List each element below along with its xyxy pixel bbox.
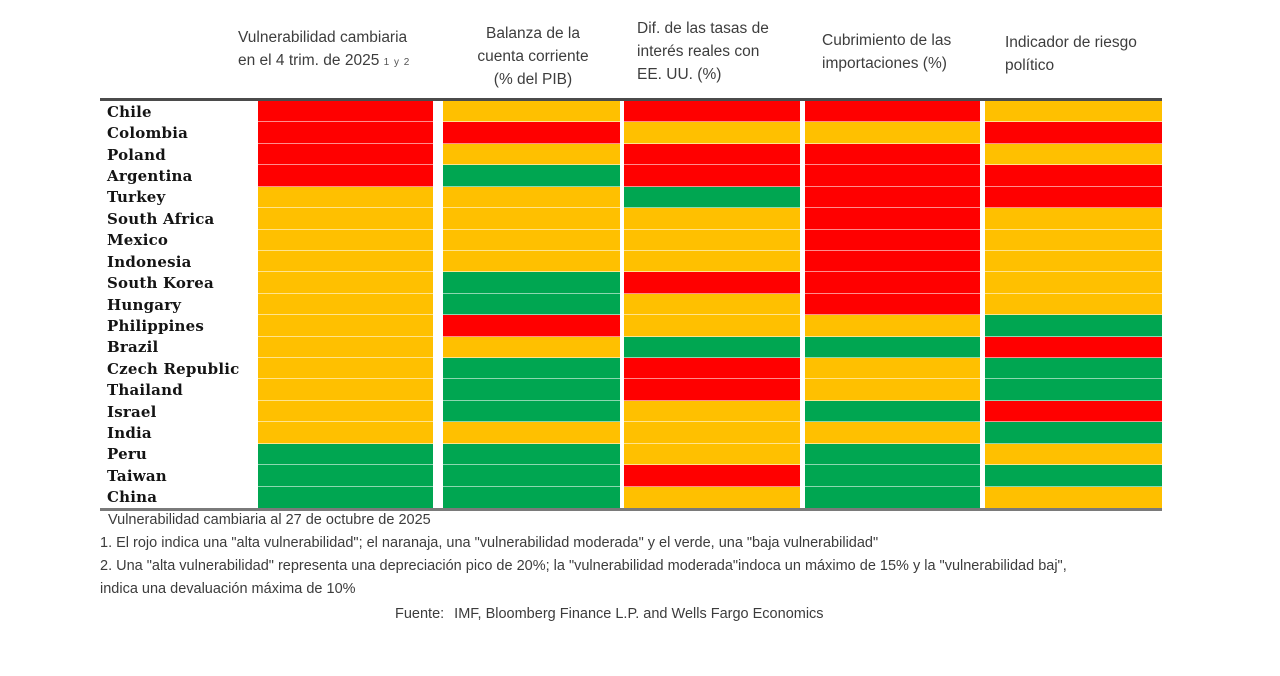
heatmap-cell-poland-col4 bbox=[805, 144, 980, 165]
heatmap-cell-brazil-col3 bbox=[624, 337, 800, 358]
heatmap-cell-turkey-col5 bbox=[985, 187, 1162, 208]
heatmap-cell-turkey-col2 bbox=[443, 187, 620, 208]
heatmap-cell-colombia-col4 bbox=[805, 122, 980, 143]
country-label: Turkey bbox=[107, 188, 166, 207]
country-label: Argentina bbox=[107, 166, 193, 185]
heatmap-cell-argentina-col5 bbox=[985, 165, 1162, 186]
header-line: interés reales con bbox=[637, 43, 760, 60]
heatmap-cell-hungary-col1 bbox=[258, 294, 433, 315]
table-row bbox=[100, 401, 1162, 422]
table-row bbox=[100, 272, 1162, 293]
heatmap-cell-taiwan-col3 bbox=[624, 465, 800, 486]
footnote-2-continued: indica una devaluación máxima de 10% bbox=[100, 581, 356, 597]
heatmap-cell-argentina-col2 bbox=[443, 165, 620, 186]
header-line: Vulnerabilidad cambiaria bbox=[238, 29, 408, 46]
heatmap-cell-indonesia-col5 bbox=[985, 251, 1162, 272]
heatmap-cell-chile-col1 bbox=[258, 101, 433, 122]
heatmap-cell-south-korea-col1 bbox=[258, 272, 433, 293]
heatmap-cell-indonesia-col2 bbox=[443, 251, 620, 272]
country-label: Chile bbox=[107, 102, 152, 121]
country-label: China bbox=[107, 488, 158, 507]
heatmap-cell-argentina-col3 bbox=[624, 165, 800, 186]
table-row bbox=[100, 337, 1162, 358]
heatmap-cell-hungary-col4 bbox=[805, 294, 980, 315]
heatmap-grid bbox=[100, 98, 1162, 511]
header-line: (% del PIB) bbox=[493, 71, 573, 88]
heatmap-cell-chile-col5 bbox=[985, 101, 1162, 122]
table-row bbox=[100, 465, 1162, 486]
heatmap-cell-brazil-col1 bbox=[258, 337, 433, 358]
heatmap-cell-philippines-col4 bbox=[805, 315, 980, 336]
heatmap-cell-colombia-col3 bbox=[624, 122, 800, 143]
heatmap-cell-thailand-col1 bbox=[258, 379, 433, 400]
heatmap-cell-turkey-col1 bbox=[258, 187, 433, 208]
heatmap-cell-south-korea-col4 bbox=[805, 272, 980, 293]
heatmap-cell-israel-col3 bbox=[624, 401, 800, 422]
table-row bbox=[100, 444, 1162, 465]
source-label: Fuente: bbox=[395, 606, 445, 622]
heatmap-cell-argentina-col4 bbox=[805, 165, 980, 186]
heatmap-cell-taiwan-col2 bbox=[443, 465, 620, 486]
table-row bbox=[100, 358, 1162, 379]
heatmap-cell-mexico-col1 bbox=[258, 230, 433, 251]
header-line: importaciones (%) bbox=[822, 55, 947, 72]
heatmap-cell-czech-republic-col2 bbox=[443, 358, 620, 379]
heatmap-cell-peru-col4 bbox=[805, 444, 980, 465]
heatmap-cell-peru-col5 bbox=[985, 444, 1162, 465]
heatmap-cell-thailand-col2 bbox=[443, 379, 620, 400]
heatmap-cell-india-col1 bbox=[258, 422, 433, 443]
heatmap-cell-israel-col4 bbox=[805, 401, 980, 422]
heatmap-cell-philippines-col1 bbox=[258, 315, 433, 336]
header-line: Balanza de la bbox=[486, 25, 580, 42]
footnote-date: Vulnerabilidad cambiaria al 27 de octubre de 2025 bbox=[108, 512, 431, 528]
heatmap-cell-chile-col4 bbox=[805, 101, 980, 122]
heatmap-cell-indonesia-col3 bbox=[624, 251, 800, 272]
heatmap-cell-czech-republic-col3 bbox=[624, 358, 800, 379]
country-label: South Africa bbox=[107, 209, 215, 228]
heatmap-cell-india-col4 bbox=[805, 422, 980, 443]
heatmap-cell-turkey-col3 bbox=[624, 187, 800, 208]
heatmap-cell-poland-col3 bbox=[624, 144, 800, 165]
country-label: Czech Republic bbox=[107, 359, 240, 378]
column-header-vulnerabilidad-cambiaria bbox=[238, 26, 478, 74]
table-row bbox=[100, 187, 1162, 208]
table-row bbox=[100, 294, 1162, 315]
heatmap-cell-china-col3 bbox=[624, 487, 800, 508]
heatmap-cell-mexico-col3 bbox=[624, 230, 800, 251]
country-label: Philippines bbox=[107, 316, 205, 335]
header-line: Cubrimiento de las bbox=[822, 32, 952, 49]
table-row bbox=[100, 379, 1162, 400]
country-label: Peru bbox=[107, 445, 148, 464]
heatmap-cell-turkey-col4 bbox=[805, 187, 980, 208]
heatmap-cell-philippines-col3 bbox=[624, 315, 800, 336]
footnote-1: 1. El rojo indica una "alta vulnerabilidad"; el naranaja, una "vulnerabilidad moderada" y el verde, una "baja vulnerabilidad" bbox=[100, 535, 879, 551]
heatmap-cell-poland-col1 bbox=[258, 144, 433, 165]
heatmap-cell-indonesia-col4 bbox=[805, 251, 980, 272]
heatmap-cell-argentina-col1 bbox=[258, 165, 433, 186]
heatmap-cell-thailand-col3 bbox=[624, 379, 800, 400]
footnote-marker: 1 y 2 bbox=[383, 57, 411, 68]
heatmap-cell-thailand-col5 bbox=[985, 379, 1162, 400]
heatmap-cell-colombia-col5 bbox=[985, 122, 1162, 143]
heatmap-cell-taiwan-col1 bbox=[258, 465, 433, 486]
heatmap-cell-poland-col5 bbox=[985, 144, 1162, 165]
heatmap-cell-brazil-col4 bbox=[805, 337, 980, 358]
heatmap-cell-czech-republic-col5 bbox=[985, 358, 1162, 379]
heatmap-cell-hungary-col2 bbox=[443, 294, 620, 315]
table-row bbox=[100, 208, 1162, 229]
header-line: Indicador de riesgo bbox=[1005, 34, 1137, 51]
heatmap-cell-philippines-col2 bbox=[443, 315, 620, 336]
heatmap-cell-hungary-col5 bbox=[985, 294, 1162, 315]
country-label: Poland bbox=[107, 145, 166, 164]
country-label: Indonesia bbox=[107, 252, 192, 271]
footnotes bbox=[100, 509, 1210, 626]
heatmap-cell-china-col2 bbox=[443, 487, 620, 508]
country-label: India bbox=[107, 424, 152, 443]
heatmap-cell-india-col2 bbox=[443, 422, 620, 443]
heatmap-cell-peru-col2 bbox=[443, 444, 620, 465]
header-line: político bbox=[1005, 57, 1055, 74]
heatmap-cell-chile-col3 bbox=[624, 101, 800, 122]
table-row bbox=[100, 230, 1162, 251]
table-row bbox=[100, 422, 1162, 443]
table-row bbox=[100, 487, 1162, 508]
heatmap-cell-israel-col1 bbox=[258, 401, 433, 422]
header-line: en el 4 trim. de 2025 1 y 2 bbox=[238, 52, 411, 69]
heatmap-cell-south-africa-col4 bbox=[805, 208, 980, 229]
heatmap-cell-mexico-col2 bbox=[443, 230, 620, 251]
heatmap-cell-philippines-col5 bbox=[985, 315, 1162, 336]
country-label: South Korea bbox=[107, 274, 214, 293]
heatmap-cell-china-col5 bbox=[985, 487, 1162, 508]
heatmap-cell-hungary-col3 bbox=[624, 294, 800, 315]
table-row bbox=[100, 165, 1162, 186]
header-line: EE. UU. (%) bbox=[637, 66, 722, 83]
source-line bbox=[100, 603, 1210, 626]
heatmap-cell-chile-col2 bbox=[443, 101, 620, 122]
country-label: Colombia bbox=[107, 124, 189, 143]
heatmap-cell-south-korea-col5 bbox=[985, 272, 1162, 293]
heatmap-cell-israel-col2 bbox=[443, 401, 620, 422]
heatmap-cell-thailand-col4 bbox=[805, 379, 980, 400]
heatmap-cell-colombia-col2 bbox=[443, 122, 620, 143]
table-row bbox=[100, 122, 1162, 143]
column-header-balanza-cuenta-corriente bbox=[448, 22, 618, 91]
heatmap-cell-south-korea-col2 bbox=[443, 272, 620, 293]
table-row bbox=[100, 251, 1162, 272]
column-header-indicador-riesgo-politico bbox=[1005, 31, 1195, 77]
heatmap-cell-peru-col3 bbox=[624, 444, 800, 465]
header-line: cuenta corriente bbox=[477, 48, 589, 65]
heatmap-cell-india-col5 bbox=[985, 422, 1162, 443]
country-label: Hungary bbox=[107, 295, 182, 314]
heatmap-cell-poland-col2 bbox=[443, 144, 620, 165]
source-text: IMF, Bloomberg Finance L.P. and Wells Fargo Economics bbox=[454, 606, 824, 622]
heatmap-cell-south-korea-col3 bbox=[624, 272, 800, 293]
heatmap-cell-china-col4 bbox=[805, 487, 980, 508]
heatmap-cell-china-col1 bbox=[258, 487, 433, 508]
heatmap-cell-israel-col5 bbox=[985, 401, 1162, 422]
header-line: Dif. de las tasas de bbox=[637, 20, 769, 37]
country-label: Taiwan bbox=[107, 466, 167, 485]
heatmap-cell-indonesia-col1 bbox=[258, 251, 433, 272]
heatmap-cell-brazil-col5 bbox=[985, 337, 1162, 358]
country-label: Thailand bbox=[107, 381, 183, 400]
heatmap-cell-brazil-col2 bbox=[443, 337, 620, 358]
footnote-2: 2. Una "alta vulnerabilidad" representa una depreciación pico de 20%; la "vulnerabilidad moderada"indoca un máximo de 15% y la "vulnerabilidad baj", bbox=[100, 558, 1067, 574]
column-header-dif-tasas-interes bbox=[637, 17, 817, 86]
heatmap-cell-colombia-col1 bbox=[258, 122, 433, 143]
heatmap-cell-south-africa-col1 bbox=[258, 208, 433, 229]
country-label: Israel bbox=[107, 402, 157, 421]
heatmap-cell-mexico-col5 bbox=[985, 230, 1162, 251]
heatmap-cell-mexico-col4 bbox=[805, 230, 980, 251]
heatmap-cell-south-africa-col5 bbox=[985, 208, 1162, 229]
heatmap-cell-india-col3 bbox=[624, 422, 800, 443]
column-header-cubrimiento-importaciones bbox=[822, 29, 1007, 75]
country-label: Brazil bbox=[107, 338, 159, 357]
heatmap-cell-czech-republic-col4 bbox=[805, 358, 980, 379]
table-row bbox=[100, 315, 1162, 336]
heatmap-cell-taiwan-col5 bbox=[985, 465, 1162, 486]
heatmap-cell-peru-col1 bbox=[258, 444, 433, 465]
heatmap-cell-czech-republic-col1 bbox=[258, 358, 433, 379]
table-row bbox=[100, 144, 1162, 165]
country-label: Mexico bbox=[107, 231, 169, 250]
heatmap-cell-taiwan-col4 bbox=[805, 465, 980, 486]
heatmap-cell-south-africa-col2 bbox=[443, 208, 620, 229]
table-row bbox=[100, 101, 1162, 122]
heatmap-cell-south-africa-col3 bbox=[624, 208, 800, 229]
